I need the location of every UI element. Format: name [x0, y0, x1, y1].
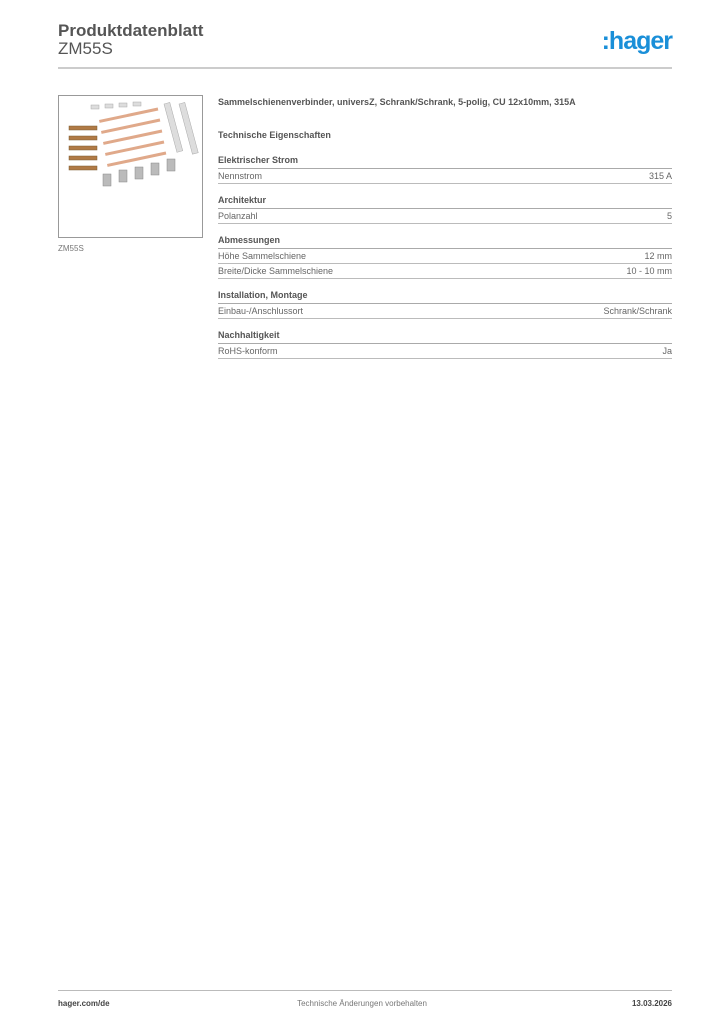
image-caption: ZM55S [58, 244, 84, 253]
property-label: Polanzahl [218, 211, 258, 221]
property-row [218, 169, 672, 184]
property-label: Breite/Dicke Sammelschiene [218, 266, 334, 276]
property-value: 10 - 10 mm [626, 266, 672, 276]
property-row [218, 304, 672, 319]
header-divider [58, 67, 672, 69]
property-value: Ja [662, 346, 672, 356]
property-section-title: Installation, Montage [218, 289, 672, 304]
product-description: Sammelschienenverbinder, universZ, Schrank/Schrank, 5-polig, CU 12x10mm, 315A [218, 97, 576, 107]
property-label: RoHS-konform [218, 346, 278, 356]
property-section-title: Nachhaltigkeit [218, 329, 672, 344]
property-label: Einbau-/Anschlussort [218, 306, 304, 316]
property-row [218, 264, 672, 279]
section-heading: Technische Eigenschaften [218, 130, 331, 140]
properties-list [218, 154, 672, 359]
footer-website[interactable]: hager.com/de [58, 999, 110, 1008]
property-label: Höhe Sammelschiene [218, 251, 307, 261]
property-section-title: Elektrischer Strom [218, 154, 672, 169]
product-details [218, 97, 672, 359]
property-section-title: Architektur [218, 194, 672, 209]
property-section-title: Abmessungen [218, 234, 672, 249]
property-section [218, 234, 672, 279]
property-value: 5 [666, 211, 672, 221]
property-row [218, 249, 672, 264]
product-image [58, 95, 203, 238]
footer-date: 13.03.2026 [631, 999, 672, 1008]
property-value: 315 A [648, 171, 672, 181]
property-row [218, 344, 672, 359]
footer-divider [58, 990, 672, 991]
property-value: 12 mm [644, 251, 672, 261]
page-title: Produktdatenblatt [58, 21, 204, 40]
property-section [218, 329, 672, 359]
property-row [218, 209, 672, 224]
hager-logo: :hager [601, 27, 672, 55]
property-label: Nennstrom [218, 171, 263, 181]
property-section [218, 154, 672, 184]
property-value: Schrank/Schrank [603, 306, 672, 316]
footer-notice: Technische Änderungen vorbehalten [297, 999, 427, 1008]
property-section [218, 194, 672, 224]
product-code: ZM55S [58, 39, 113, 58]
property-section [218, 289, 672, 319]
